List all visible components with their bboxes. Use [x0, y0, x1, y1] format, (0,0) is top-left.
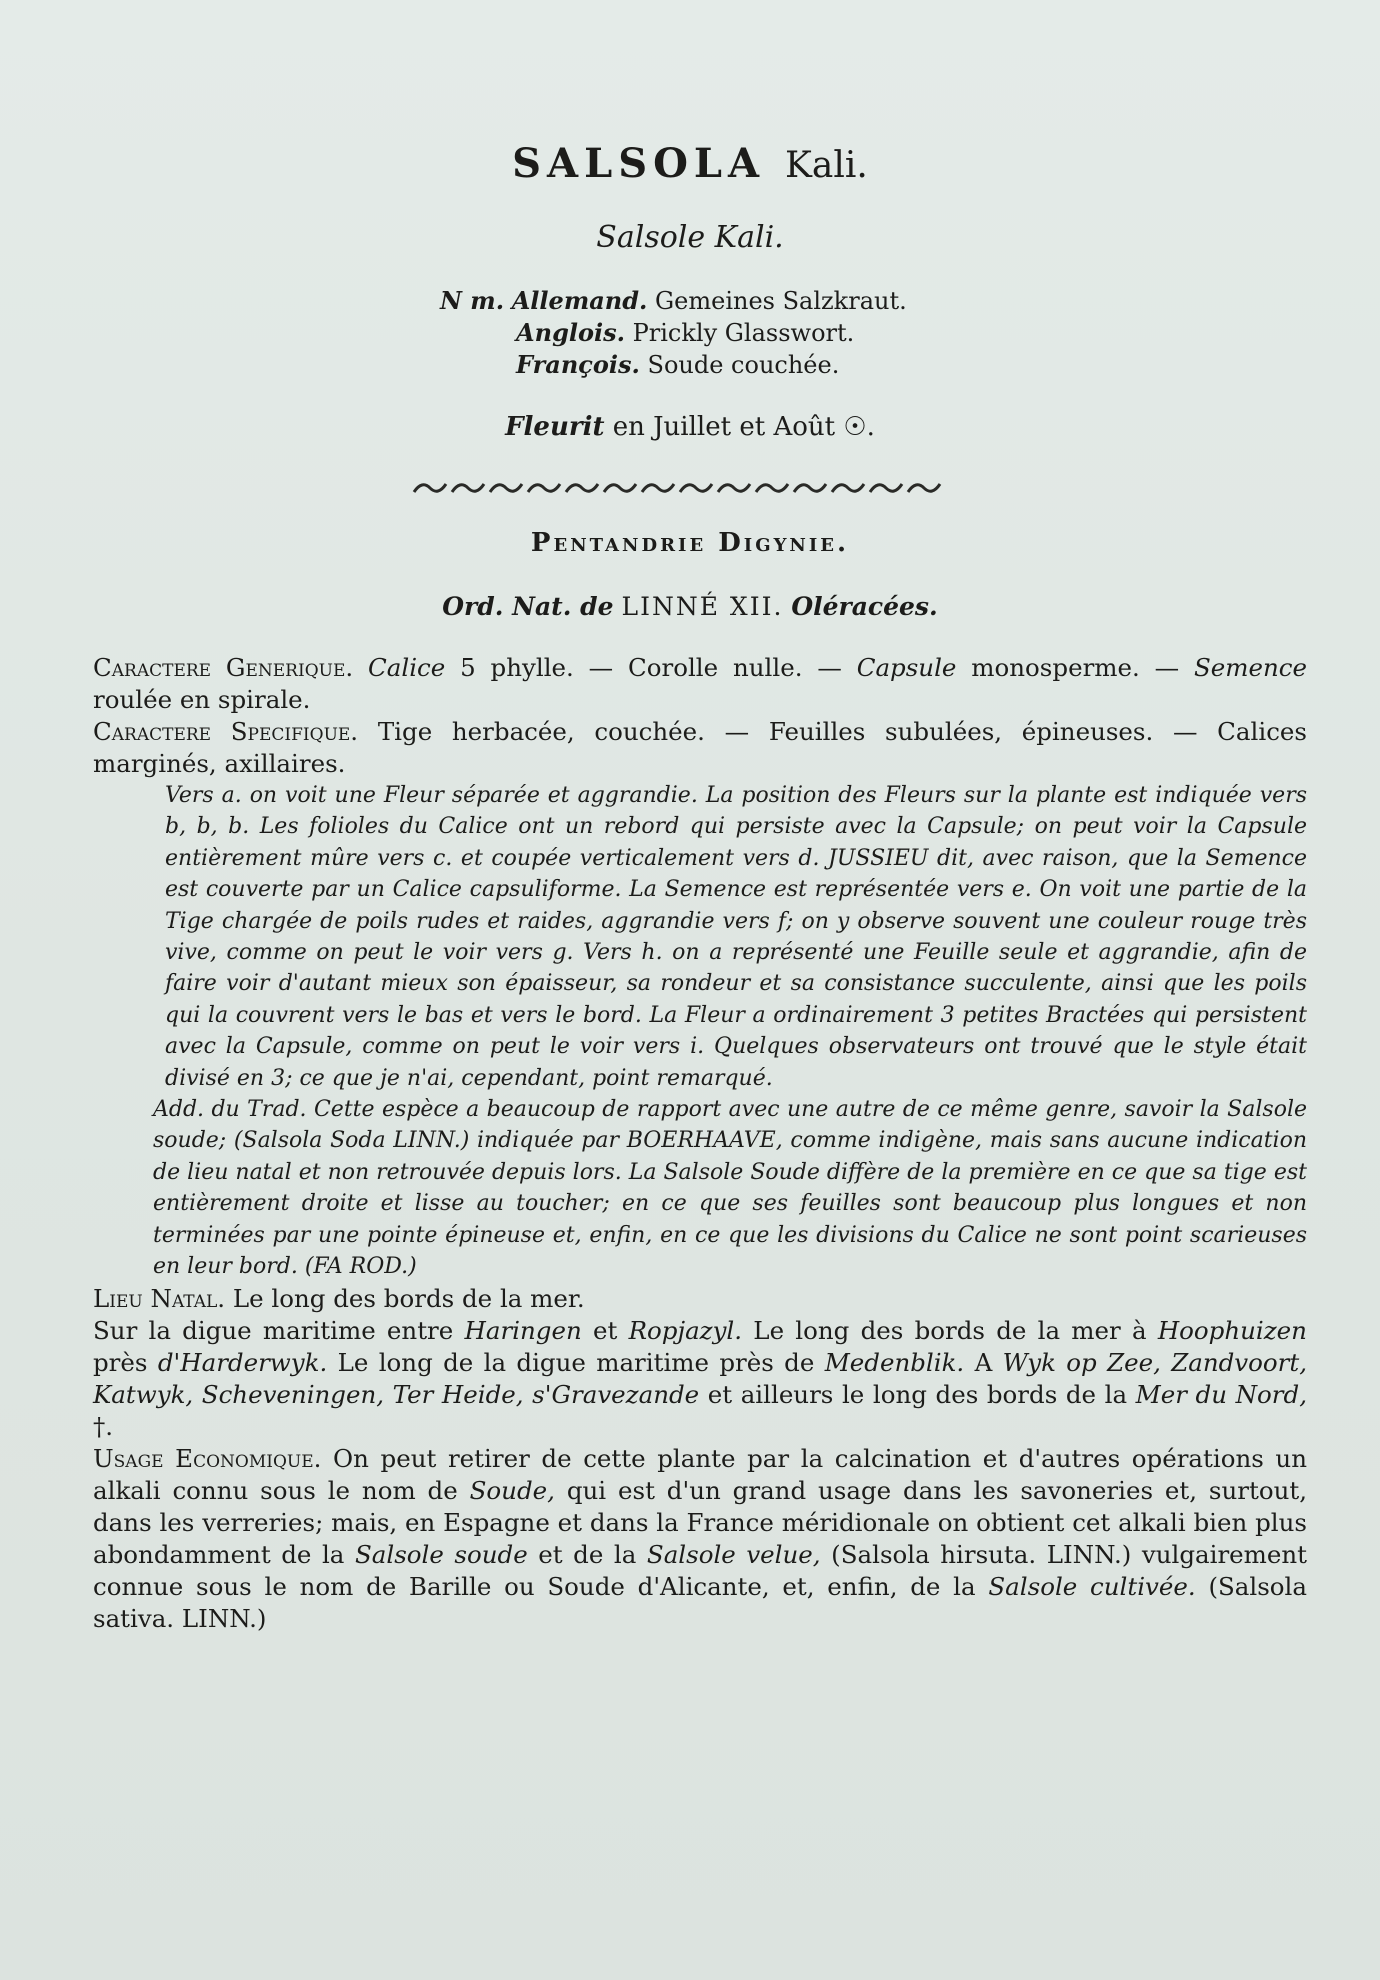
generic-text: monosperme. —: [971, 653, 1180, 682]
usage-text: (Salsola hirsuta. LINN.) vulgairement connue sous le nom de Barille ou Soude d'Alicante, et, enfin, de la: [93, 1539, 1308, 1601]
natural-order: [0, 592, 1380, 621]
specific-character: [93, 716, 1307, 780]
translator-addition: Add. du Trad. Cette espèce a beaucoup de rapport avec une autre de ce même genre, savoir la Salsole soude; (Salsola Soda LINN.) indiquée par BOERHAAVE, comme indigène, mais sans aucune indication de lieu natal et non retrouvée depuis lors. La Salsole Soude diffère de la première en ce que sa tige est entièrement droite et lisse au toucher; en ce que ses feuilles sont beaucoup plus longues et non terminées par une pointe épineuse et, enfin, en ce que les divisions du Calice ne sont point scarieuses en leur bord. (FA ROD.): [153, 1097, 1307, 1280]
title-species: Kali.: [785, 145, 868, 186]
flowering-text: en Juillet et Août ☉.: [612, 412, 875, 442]
habitat-text: A: [974, 1347, 993, 1377]
names-lead: N m.: [440, 286, 505, 315]
generic-text: 5 phylle. — Corolle nulle. —: [460, 653, 842, 682]
name-lang: Anglois.: [516, 318, 625, 347]
usage-text: qui est d'un grand usage dans les savoneries et, surtout, dans les verreries; mais, en Espagne et dans la France méridionale on obtient cet alkali bien plus abondamment de la: [93, 1475, 1307, 1569]
habitat-text: Sur la digue maritime entre: [93, 1315, 454, 1345]
usage-text: On peut retirer de cette plante par la calcination et d'autres opérations un alkali connu sous le nom de: [93, 1443, 1307, 1505]
habitat-text: †.: [93, 1411, 114, 1441]
habitat-label: Lieu Natal.: [93, 1283, 226, 1313]
place-name: Wyk op Zee, Zandvoort, Katwyk, Scheveningen, Ter Heide, s'Gravezande: [93, 1347, 1307, 1409]
generic-calice: Calice: [368, 653, 446, 682]
usage-term: Salsole cultivée.: [988, 1571, 1196, 1601]
place-name: Mer du Nord,: [1135, 1379, 1307, 1409]
name-value: Soude couchée.: [647, 351, 840, 379]
place-name: Ropjazyl.: [628, 1315, 743, 1345]
generic-capsule: Capsule: [856, 653, 957, 682]
main-text: [93, 652, 1307, 1635]
common-names: [440, 285, 1000, 381]
specific-label: Caractere Specifique.: [93, 717, 359, 746]
name-row: [440, 285, 1000, 317]
place-name: Medenblik.: [824, 1347, 965, 1377]
generic-semence: Semence: [1194, 653, 1308, 682]
title-genus: SALSOLA: [512, 140, 766, 187]
name-row: [440, 349, 1000, 381]
ornament-divider-icon: [410, 478, 956, 498]
page-subtitle: Salsole Kali.: [596, 220, 784, 255]
place-name: Hoophuizen: [1157, 1315, 1307, 1345]
order-linne: LINNÉ XII.: [621, 592, 784, 621]
specific-text: Tige herbacée, couchée. — Feuilles subulées, épineuses. — Calices marginés, axillaires.: [93, 717, 1308, 778]
flowering-label: Fleurit: [505, 412, 605, 442]
flowering-line: [0, 412, 1380, 442]
generic-text: roulée en spirale.: [93, 685, 311, 714]
page-title: [0, 140, 1380, 187]
economic-usage: [93, 1443, 1307, 1635]
name-value: Gemeines Salzkraut.: [654, 287, 907, 315]
habitat-text: et: [593, 1315, 618, 1345]
usage-label: Usage Economique.: [93, 1443, 322, 1473]
name-value: Prickly Glasswort.: [632, 319, 855, 347]
order-name: Oléracées.: [791, 592, 938, 621]
habitat-text: Le long des bords de la mer.: [232, 1283, 585, 1313]
usage-term: Soude,: [469, 1475, 555, 1505]
habitat-text: Le long des bords de la mer à: [753, 1315, 1147, 1345]
name-lang: François.: [516, 350, 640, 379]
linnaean-class: Pentandrie Digynie.: [530, 528, 850, 558]
place-name: d'Harderwyk.: [157, 1347, 328, 1377]
generic-label: Caractere Generique.: [93, 653, 354, 682]
habitat-text: près: [93, 1347, 148, 1377]
usage-term: Salsole velue,: [646, 1539, 821, 1569]
name-lang: Allemand.: [511, 286, 648, 315]
generic-character: [93, 652, 1307, 716]
habitat: [93, 1283, 1307, 1443]
order-prefix: Ord. Nat. de: [442, 592, 614, 621]
usage-text: (Salsola sativa. LINN.): [93, 1571, 1307, 1633]
figure-description: Vers a. on voit une Fleur séparée et aggrandie. La position des Fleurs sur la plante est indiquée vers b, b, b. Les folioles du Calice ont un rebord qui persiste avec la Capsule; on peut voir la Capsule entièrement mûre vers c. et coupée verticalement vers d. JUSSIEU dit, avec raison, que la Semence est couverte par un Calice capsuliforme. La Semence est représentée vers e. On voit une partie de la Tige chargée de poils rudes et raides, aggrandie vers f; on y observe souvent une couleur rouge très vive, comme on peut le voir vers g. Vers h. on a représenté une Feuille seule et aggrandie, afin de faire voir d'autant mieux son épaisseur, sa rondeur et sa consistance succulente, ainsi que les poils qui la couvrent vers le bas et vers le bord. La Fleur a ordinairement 3 petites Bractées qui persistent avec la Capsule, comme on peut le voir vers i. Quelques observateurs ont trouvé que le style était divisé en 3; ce que je n'ai, cependant, point remarqué.: [165, 783, 1307, 1091]
place-name: Haringen: [464, 1315, 582, 1345]
habitat-text: et ailleurs le long des bords de la: [707, 1379, 1128, 1409]
name-row: [440, 317, 1000, 349]
usage-text: et de la: [538, 1539, 637, 1569]
habitat-text: Le long de la digue maritime près de: [337, 1347, 815, 1377]
usage-term: Salsole soude: [354, 1539, 528, 1569]
